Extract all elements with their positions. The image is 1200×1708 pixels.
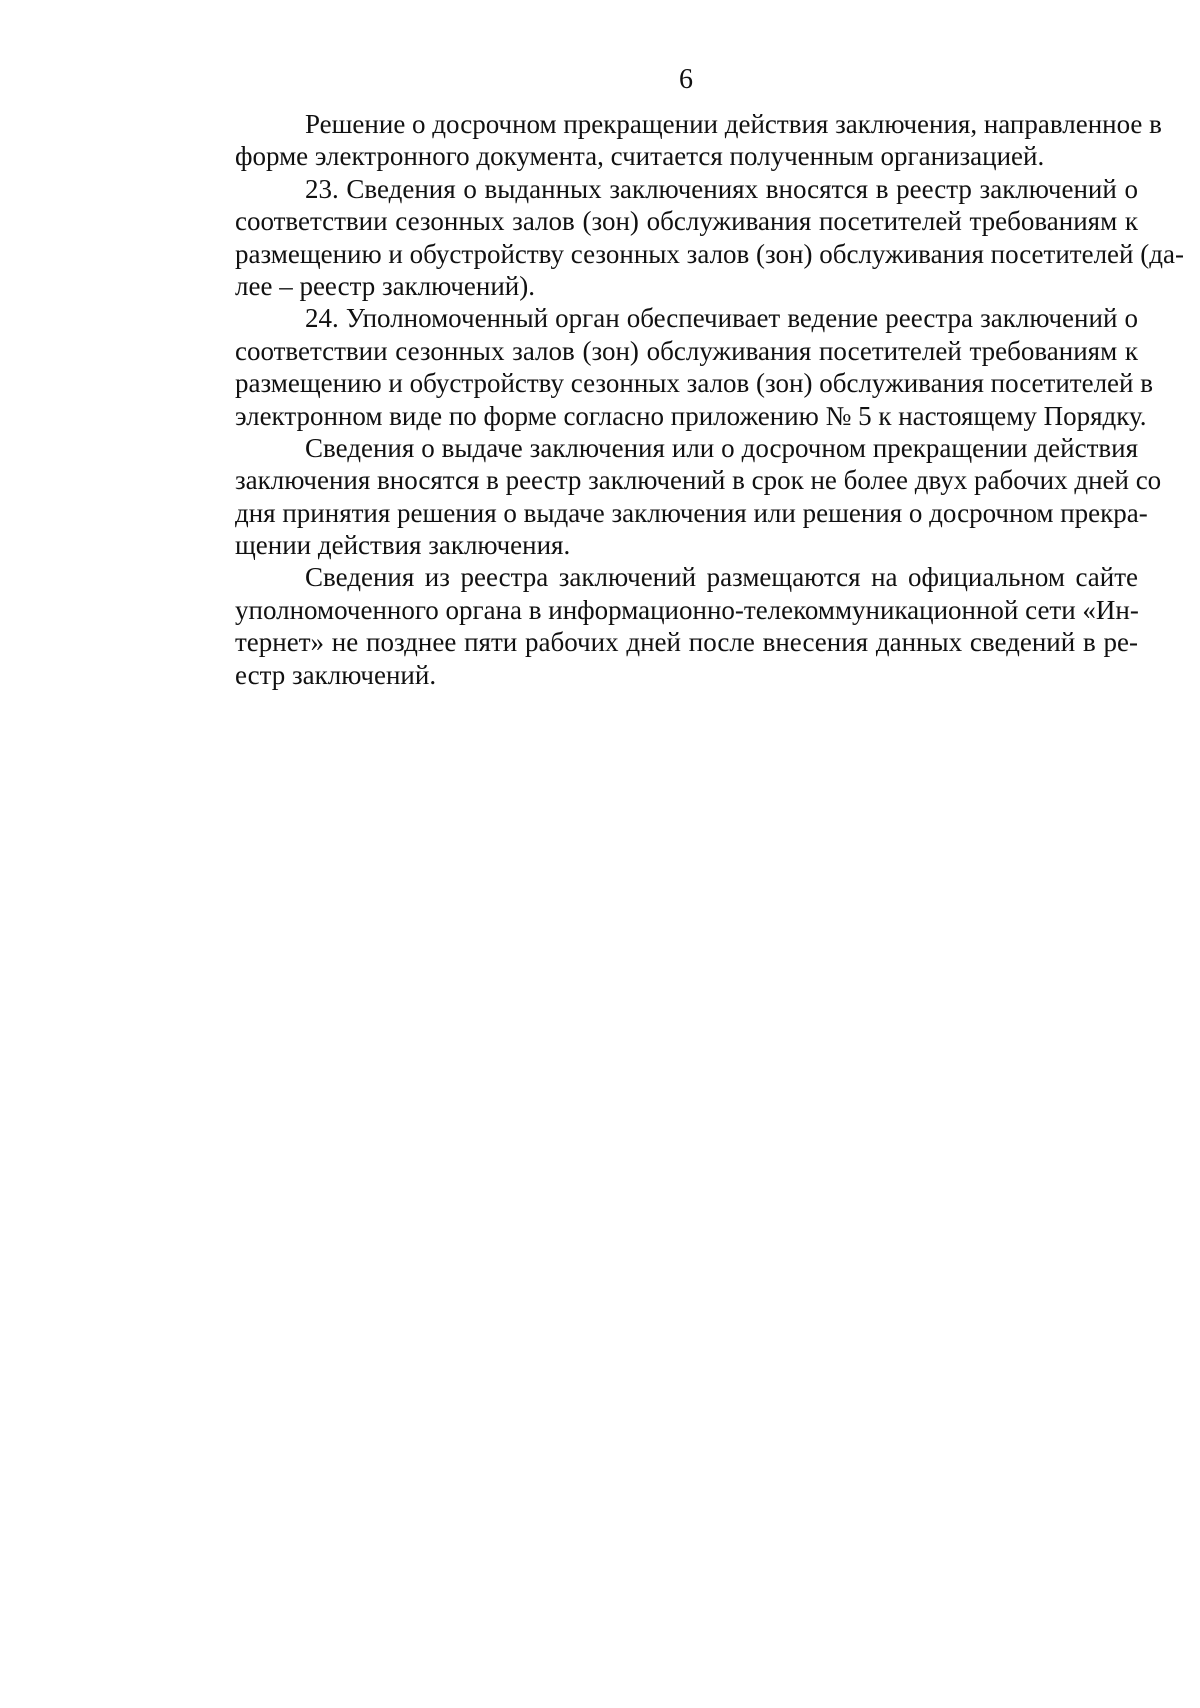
paragraph-line: уполномоченного органа в информационно-телекоммуникационной сети «Ин- xyxy=(235,594,1139,625)
paragraph-line: соответствии сезонных залов (зон) обслуживания посетителей требованиям к xyxy=(235,335,1138,366)
paragraph-line: естр заключений. xyxy=(235,659,437,690)
paragraph-item-23 xyxy=(165,173,1184,303)
paragraph-termination-notice xyxy=(165,108,1162,173)
paragraph-line: дня принятия решения о выдаче заключения или решения о досрочном прекра- xyxy=(235,497,1148,528)
paragraph-line: размещению и обустройству сезонных залов (зон) обслуживания посетителей (да- xyxy=(235,238,1184,269)
paragraph-line: Сведения из реестра заключений размещаются на официальном сайте xyxy=(305,562,1138,593)
paragraph-registry-publication xyxy=(165,561,1138,691)
page-number: 6 xyxy=(679,64,693,95)
paragraph-line: Решение о досрочном прекращении действия заключения, направленное в xyxy=(305,109,1162,139)
paragraph-registry-entry xyxy=(165,432,1162,562)
paragraph-item-24 xyxy=(165,302,1153,432)
paragraph-line: 24. Уполномоченный орган обеспечивает ведение реестра заключений о xyxy=(305,303,1138,334)
document-body xyxy=(165,108,1184,691)
paragraph-line: размещению и обустройству сезонных залов (зон) обслуживания посетителей в xyxy=(235,368,1153,399)
paragraph-line: тернет» не позднее пяти рабочих дней после внесения данных сведений в ре- xyxy=(235,627,1138,658)
paragraph-line: заключения вносятся в реестр заключений в срок не более двух рабочих дней со xyxy=(235,465,1162,496)
paragraph-line: лее – реестр заключений). xyxy=(235,270,535,301)
paragraph-line: соответствии сезонных залов (зон) обслуживания посетителей требованиям к xyxy=(235,206,1138,237)
paragraph-line: Сведения о выдаче заключения или о досрочном прекращении действия xyxy=(305,432,1138,463)
paragraph-line: 23. Сведения о выданных заключениях вносятся в реестр заключений о xyxy=(305,173,1138,204)
paragraph-line: электронном виде по форме согласно приложению № 5 к настоящему Порядку. xyxy=(235,400,1147,431)
paragraph-line: форме электронного документа, считается полученным организацией. xyxy=(235,141,1045,172)
paragraph-line: щении действия заключения. xyxy=(235,530,571,561)
